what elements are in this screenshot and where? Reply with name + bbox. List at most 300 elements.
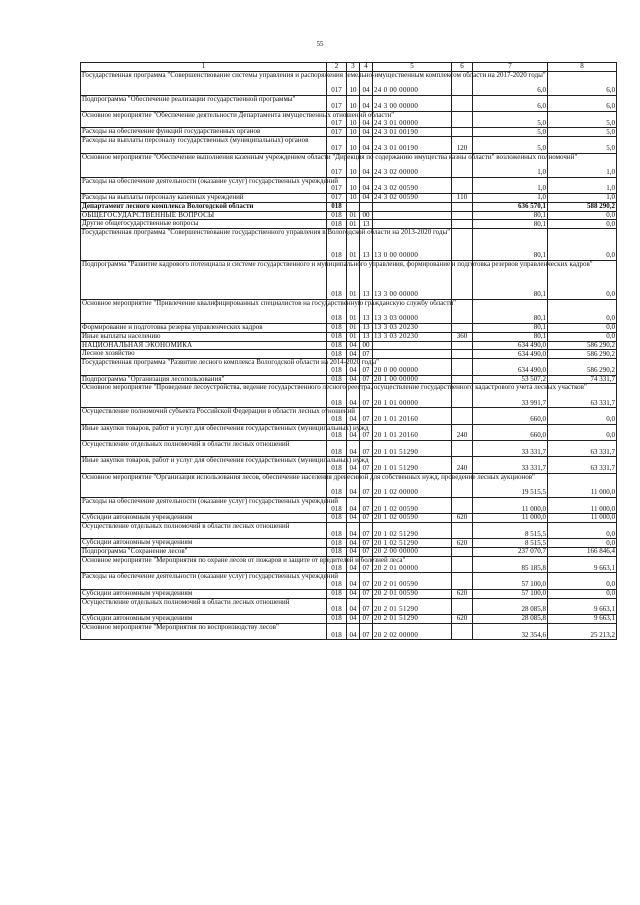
ministry-code: 017 (327, 177, 347, 193)
ministry-code: 018 (327, 299, 347, 323)
section-code: 01 (347, 211, 360, 220)
amount-year-2: 0,0 (548, 211, 617, 220)
ministry-code: 018 (327, 615, 347, 624)
amount-year-2: 9 663,1 (548, 557, 617, 573)
row-name: Основное мероприятие "Проведение лесоустройства, ведение государственного лесного реестра, осуществление государственного кадастрового учета лесных участков" (81, 384, 327, 408)
target-article-code: 13 3 03 00000 (373, 299, 452, 323)
amount-year-1: 80,1 (473, 220, 548, 229)
target-article-code: 24 3 02 00590 (373, 193, 452, 202)
section-code: 04 (347, 589, 360, 598)
row-name: НАЦИОНАЛЬНАЯ ЭКОНОМИКА (81, 341, 327, 350)
header-cell: 6 (452, 63, 473, 72)
amount-year-2: 0,0 (548, 523, 617, 539)
subsection-code: 07 (360, 359, 373, 375)
target-article-code: 20 0 00 00000 (373, 359, 452, 375)
amount-year-2: 11 000,0 (548, 497, 617, 513)
subsection-code: 13 (360, 323, 373, 332)
table-row (81, 299, 617, 323)
target-article-code: 24 3 02 00000 (373, 153, 452, 177)
ministry-code: 017 (327, 111, 347, 127)
section-code: 04 (347, 573, 360, 589)
subsection-code: 07 (360, 615, 373, 624)
table-row (81, 95, 617, 111)
amount-year-1: 1,0 (473, 177, 548, 193)
row-name: Осуществление отдельных полномочий в области лесных отношений (81, 598, 327, 614)
header-cell: 8 (548, 63, 617, 72)
row-name: Субсидии автономным учреждениям (81, 615, 327, 624)
expense-type-code (452, 359, 473, 375)
target-article-code: 20 2 01 51290 (373, 615, 452, 624)
table-row (81, 332, 617, 341)
ministry-code: 018 (327, 457, 347, 473)
ministry-code: 018 (327, 341, 347, 350)
subsection-code: 07 (360, 548, 373, 557)
row-name: Субсидии автономным учреждениям (81, 539, 327, 548)
amount-year-1: 634 490,0 (473, 350, 548, 359)
amount-year-1: 80,1 (473, 323, 548, 332)
section-code: 04 (347, 375, 360, 384)
amount-year-2: 0,0 (548, 539, 617, 548)
expense-type-code (452, 211, 473, 220)
target-article-code: 20 1 00 00000 (373, 375, 452, 384)
expense-type-code (452, 598, 473, 614)
ministry-code: 018 (327, 589, 347, 598)
expense-type-code (452, 548, 473, 557)
expense-type-code (452, 557, 473, 573)
row-name: Основное мероприятие "Обеспечение выполнения казенным учреждением области "Дирекция по содержанию имущества казны области" возложенных полномочий" (81, 153, 327, 177)
expense-type-code (452, 341, 473, 350)
amount-year-2: 9 663,1 (548, 615, 617, 624)
subsection-code: 07 (360, 598, 373, 614)
expense-type-code: 620 (452, 514, 473, 523)
amount-year-1: 85 185,8 (473, 557, 548, 573)
amount-year-1: 660,0 (473, 408, 548, 424)
ministry-code: 018 (327, 323, 347, 332)
subsection-code: 04 (360, 177, 373, 193)
target-article-code: 20 1 02 51290 (373, 523, 452, 539)
amount-year-2: 0,0 (548, 220, 617, 229)
subsection-code: 13 (360, 332, 373, 341)
target-article-code: 20 1 02 51290 (373, 539, 452, 548)
target-article-code: 20 1 01 00000 (373, 384, 452, 408)
section-code: 01 (347, 332, 360, 341)
table-row (81, 408, 617, 424)
subsection-code: 07 (360, 441, 373, 457)
section-code: 01 (347, 299, 360, 323)
target-article-code: 20 1 01 51290 (373, 441, 452, 457)
amount-year-1: 6,0 (473, 71, 548, 95)
expense-type-code (452, 408, 473, 424)
subsection-code: 13 (360, 229, 373, 261)
amount-year-1: 11 000,0 (473, 497, 548, 513)
table-row (81, 341, 617, 350)
target-article-code: 20 2 01 51290 (373, 598, 452, 614)
expense-type-code (452, 441, 473, 457)
amount-year-2: 63 331,7 (548, 441, 617, 457)
amount-year-1: 80,1 (473, 211, 548, 220)
subsection-code: 07 (360, 350, 373, 359)
row-name: Формирование и подготовка резерва управленческих кадров (81, 323, 327, 332)
section-code: 04 (347, 384, 360, 408)
row-name: Осуществление отдельных полномочий в области лесных отношений (81, 523, 327, 539)
section-code: 04 (347, 623, 360, 639)
amount-year-1: 80,1 (473, 332, 548, 341)
subsection-code: 04 (360, 193, 373, 202)
amount-year-1: 8 515,5 (473, 523, 548, 539)
page-number: 55 (316, 40, 324, 48)
target-article-code: 20 1 01 51290 (373, 457, 452, 473)
amount-year-1: 32 354,6 (473, 623, 548, 639)
target-article-code: 20 2 01 00000 (373, 557, 452, 573)
subsection-code: 00 (360, 341, 373, 350)
row-name: Иные закупки товаров, работ и услуг для обеспечения государственных (муниципальных) нужд (81, 457, 327, 473)
section-code: 04 (347, 539, 360, 548)
subsection-code: 13 (360, 260, 373, 299)
amount-year-2: 0,0 (548, 332, 617, 341)
ministry-code: 018 (327, 523, 347, 539)
table-row (81, 359, 617, 375)
section-code: 04 (347, 473, 360, 497)
amount-year-2: 586 290,2 (548, 341, 617, 350)
section-code: 10 (347, 153, 360, 177)
row-name: Иные выплаты населению (81, 332, 327, 341)
header-cell: 7 (473, 63, 548, 72)
section-code: 10 (347, 137, 360, 153)
amount-year-1: 19 515,5 (473, 473, 548, 497)
expense-type-code (452, 229, 473, 261)
ministry-code: 018 (327, 598, 347, 614)
section-code: 04 (347, 615, 360, 624)
expense-type-code (452, 220, 473, 229)
ministry-code: 017 (327, 95, 347, 111)
table-row (81, 441, 617, 457)
row-name: Расходы на обеспечение деятельности (оказание услуг) государственных учреждений (81, 573, 327, 589)
table-row (81, 384, 617, 408)
row-name: ОБЩЕГОСУДАРСТВЕННЫЕ ВОПРОСЫ (81, 211, 327, 220)
amount-year-2: 0,0 (548, 299, 617, 323)
amount-year-1: 80,1 (473, 299, 548, 323)
header-cell: 4 (360, 63, 373, 72)
target-article-code (373, 350, 452, 359)
section-code: 01 (347, 229, 360, 261)
subsection-code: 07 (360, 589, 373, 598)
amount-year-2: 5,0 (548, 111, 617, 127)
amount-year-2: 5,0 (548, 137, 617, 153)
target-article-code: 20 2 01 00590 (373, 589, 452, 598)
section-code: 04 (347, 457, 360, 473)
ministry-code: 018 (327, 557, 347, 573)
ministry-code: 017 (327, 137, 347, 153)
expense-type-code (452, 177, 473, 193)
table-row (81, 473, 617, 497)
ministry-code: 018 (327, 350, 347, 359)
section-code: 04 (347, 424, 360, 440)
section-code: 04 (347, 408, 360, 424)
section-code: 04 (347, 341, 360, 350)
header-cell: 3 (347, 63, 360, 72)
table-row (81, 323, 617, 332)
row-name: Расходы на обеспечение деятельности (оказание услуг) государственных учреждений (81, 177, 327, 193)
ministry-code: 018 (327, 229, 347, 261)
amount-year-1: 11 000,0 (473, 514, 548, 523)
table-row (81, 424, 617, 440)
target-article-code: 24 3 01 00190 (373, 137, 452, 153)
table-row (81, 229, 617, 261)
subsection-code: 07 (360, 424, 373, 440)
amount-year-1: 1,0 (473, 193, 548, 202)
amount-year-2: 9 663,1 (548, 598, 617, 614)
amount-year-1: 80,1 (473, 260, 548, 299)
header-cell: 1 (81, 63, 327, 72)
amount-year-2: 0,0 (548, 408, 617, 424)
subsection-code: 13 (360, 299, 373, 323)
amount-year-1: 33 331,7 (473, 441, 548, 457)
amount-year-2: 1,0 (548, 193, 617, 202)
amount-year-1: 660,0 (473, 424, 548, 440)
table-row (81, 523, 617, 539)
expense-type-code (452, 323, 473, 332)
row-name: Основное мероприятие "Мероприятия по воспроизводству лесов" (81, 623, 327, 639)
amount-year-2: 0,0 (548, 573, 617, 589)
subsection-code: 00 (360, 211, 373, 220)
ministry-code: 018 (327, 441, 347, 457)
table-row (81, 260, 617, 299)
amount-year-1: 636 570,1 (473, 202, 548, 211)
row-name: Основное мероприятие "Привлечение квалифицированных специалистов на государственную гражданскую службу области" (81, 299, 327, 323)
table-row (81, 623, 617, 639)
amount-year-1: 5,0 (473, 111, 548, 127)
ministry-code: 018 (327, 220, 347, 229)
row-name: Основное мероприятие "Мероприятия по охране лесов от пожаров и защите от вредителей и болезней леса" (81, 557, 327, 573)
subsection-code: 07 (360, 523, 373, 539)
section-code: 04 (347, 514, 360, 523)
table-row (81, 137, 617, 153)
amount-year-1: 33 991,7 (473, 384, 548, 408)
subsection-code: 07 (360, 375, 373, 384)
expense-type-code: 240 (452, 457, 473, 473)
amount-year-1: 6,0 (473, 95, 548, 111)
row-name: Осуществление отдельных полномочий в области лесных отношений (81, 441, 327, 457)
amount-year-1: 1,0 (473, 153, 548, 177)
subsection-code: 07 (360, 557, 373, 573)
amount-year-2: 0,0 (548, 229, 617, 261)
table-row (81, 589, 617, 598)
row-name: Департамент лесного комплекса Вологодской области (81, 202, 327, 211)
ministry-code: 017 (327, 71, 347, 95)
ministry-code: 018 (327, 424, 347, 440)
expense-type-code: 620 (452, 539, 473, 548)
section-code: 04 (347, 497, 360, 513)
table-row (81, 153, 617, 177)
target-article-code (373, 202, 452, 211)
amount-year-2: 5,0 (548, 128, 617, 137)
table-row (81, 457, 617, 473)
amount-year-2: 588 290,2 (548, 202, 617, 211)
amount-year-2: 0,0 (548, 323, 617, 332)
subsection-code (360, 202, 373, 211)
header-row (81, 63, 617, 72)
table-body (81, 71, 617, 640)
subsection-code: 07 (360, 623, 373, 639)
target-article-code: 13 0 00 00000 (373, 229, 452, 261)
table-row (81, 111, 617, 127)
amount-year-1: 53 507,2 (473, 375, 548, 384)
target-article-code: 20 2 00 00000 (373, 548, 452, 557)
ministry-code: 018 (327, 375, 347, 384)
amount-year-2: 0,0 (548, 424, 617, 440)
row-name: Подпрограмма "Обеспечение реализации государственной программы" (81, 95, 327, 111)
amount-year-1: 57 100,0 (473, 573, 548, 589)
section-code: 01 (347, 220, 360, 229)
amount-year-1: 8 515,5 (473, 539, 548, 548)
amount-year-1: 634 490,0 (473, 341, 548, 350)
target-article-code: 24 0 00 00000 (373, 71, 452, 95)
amount-year-1: 57 100,0 (473, 589, 548, 598)
subsection-code: 04 (360, 128, 373, 137)
target-article-code: 20 2 01 00590 (373, 573, 452, 589)
ministry-code: 018 (327, 497, 347, 513)
amount-year-2: 0,0 (548, 260, 617, 299)
row-name: Субсидии автономным учреждениям (81, 589, 327, 598)
expense-type-code (452, 573, 473, 589)
row-name: Другие общегосударственные вопросы (81, 220, 327, 229)
target-article-code: 20 1 02 00590 (373, 514, 452, 523)
ministry-code: 018 (327, 473, 347, 497)
row-name: Осуществление полномочий субъекта Российской Федерации в области лесных отношений (81, 408, 327, 424)
ministry-code: 018 (327, 539, 347, 548)
section-code: 04 (347, 441, 360, 457)
ministry-code: 017 (327, 128, 347, 137)
subsection-code: 07 (360, 408, 373, 424)
header-cell: 2 (327, 63, 347, 72)
section-code: 04 (347, 598, 360, 614)
section-code: 01 (347, 260, 360, 299)
subsection-code: 04 (360, 137, 373, 153)
amount-year-2: 586 290,2 (548, 359, 617, 375)
row-name: Государственная программа "Совершенствование государственного управления в Вологодской области на 2013-2020 годы" (81, 229, 327, 261)
amount-year-2: 586 290,2 (548, 350, 617, 359)
ministry-code: 018 (327, 408, 347, 424)
target-article-code: 13 3 03 20230 (373, 323, 452, 332)
ministry-code: 018 (327, 623, 347, 639)
amount-year-1: 33 331,7 (473, 457, 548, 473)
expense-type-code: 120 (452, 137, 473, 153)
subsection-code: 04 (360, 153, 373, 177)
table-row (81, 615, 617, 624)
table-row (81, 573, 617, 589)
section-code: 04 (347, 548, 360, 557)
amount-year-2: 0,0 (548, 589, 617, 598)
subsection-code: 13 (360, 220, 373, 229)
amount-year-2: 11 000,0 (548, 473, 617, 497)
table-row (81, 193, 617, 202)
amount-year-2: 11 000,0 (548, 514, 617, 523)
row-name: Иные закупки товаров, работ и услуг для обеспечения государственных (муниципальных) нужд (81, 424, 327, 440)
section-code: 10 (347, 71, 360, 95)
subsection-code: 07 (360, 514, 373, 523)
target-article-code: 13 3 00 00000 (373, 260, 452, 299)
section-code: 10 (347, 111, 360, 127)
row-name: Расходы на выплаты персоналу государственных (муниципальных) органов (81, 137, 327, 153)
amount-year-2: 25 213,2 (548, 623, 617, 639)
expense-type-code (452, 111, 473, 127)
subsection-code: 07 (360, 457, 373, 473)
ministry-code: 018 (327, 514, 347, 523)
subsection-code: 07 (360, 497, 373, 513)
subsection-code: 07 (360, 573, 373, 589)
section-code (347, 202, 360, 211)
amount-year-2: 74 331,7 (548, 375, 617, 384)
amount-year-1: 28 085,8 (473, 615, 548, 624)
row-name: Государственная программа "Совершенствование системы управления и распоряжения земельно-имущественным комплексом области на 2017-2020 годы" (81, 71, 327, 95)
row-name: Лесное хозяйство (81, 350, 327, 359)
subsection-code: 04 (360, 111, 373, 127)
target-article-code: 20 1 01 20160 (373, 424, 452, 440)
amount-year-1: 237 070,7 (473, 548, 548, 557)
amount-year-1: 5,0 (473, 128, 548, 137)
target-article-code: 20 1 01 20160 (373, 408, 452, 424)
target-article-code (373, 211, 452, 220)
expense-type-code: 620 (452, 589, 473, 598)
ministry-code: 018 (327, 202, 347, 211)
table-row (81, 557, 617, 573)
section-code: 01 (347, 323, 360, 332)
target-article-code (373, 341, 452, 350)
subsection-code: 07 (360, 384, 373, 408)
amount-year-1: 634 490,0 (473, 359, 548, 375)
ministry-code: 017 (327, 193, 347, 202)
row-name: Основное мероприятие "Обеспечение деятельности Департамента имущественных отношений области" (81, 111, 327, 127)
section-code: 04 (347, 523, 360, 539)
amount-year-2: 1,0 (548, 177, 617, 193)
section-code: 10 (347, 95, 360, 111)
ministry-code: 018 (327, 359, 347, 375)
amount-year-2: 63 331,7 (548, 384, 617, 408)
table-row (81, 71, 617, 95)
subsection-code: 07 (360, 539, 373, 548)
target-article-code: 13 3 03 20230 (373, 332, 452, 341)
ministry-code: 018 (327, 332, 347, 341)
header-cell: 5 (373, 63, 452, 72)
target-article-code: 20 1 02 00590 (373, 497, 452, 513)
row-name: Основное мероприятие "Организация использования лесов, обеспечение населения древесиной для собственных нужд, проведение лесных аукционов" (81, 473, 327, 497)
amount-year-2: 1,0 (548, 153, 617, 177)
expense-type-code (452, 497, 473, 513)
subsection-code: 04 (360, 71, 373, 95)
ministry-code: 018 (327, 260, 347, 299)
amount-year-1: 28 085,8 (473, 598, 548, 614)
table-row (81, 497, 617, 513)
amount-year-2: 63 331,7 (548, 457, 617, 473)
row-name: Субсидии автономным учреждениям (81, 514, 327, 523)
expense-type-code: 620 (452, 615, 473, 624)
amount-year-2: 6,0 (548, 71, 617, 95)
ministry-code: 018 (327, 384, 347, 408)
section-code: 10 (347, 177, 360, 193)
table-row (81, 177, 617, 193)
row-name: Расходы на обеспечение деятельности (оказание услуг) государственных учреждений (81, 497, 327, 513)
expense-type-code (452, 623, 473, 639)
amount-year-2: 6,0 (548, 95, 617, 111)
subsection-code: 04 (360, 95, 373, 111)
row-name: Подпрограмма "Развитие кадрового потенциала в системе государственного и муниципального управления, формирование и подготовка резервов управленческих кадров" (81, 260, 327, 299)
target-article-code: 24 3 00 00000 (373, 95, 452, 111)
expense-type-code: 240 (452, 424, 473, 440)
target-article-code: 20 2 02 00000 (373, 623, 452, 639)
row-name: Расходы на обеспечение функций государственных органов (81, 128, 327, 137)
row-name: Подпрограмма "Организация лесопользования" (81, 375, 327, 384)
expense-type-code (452, 523, 473, 539)
